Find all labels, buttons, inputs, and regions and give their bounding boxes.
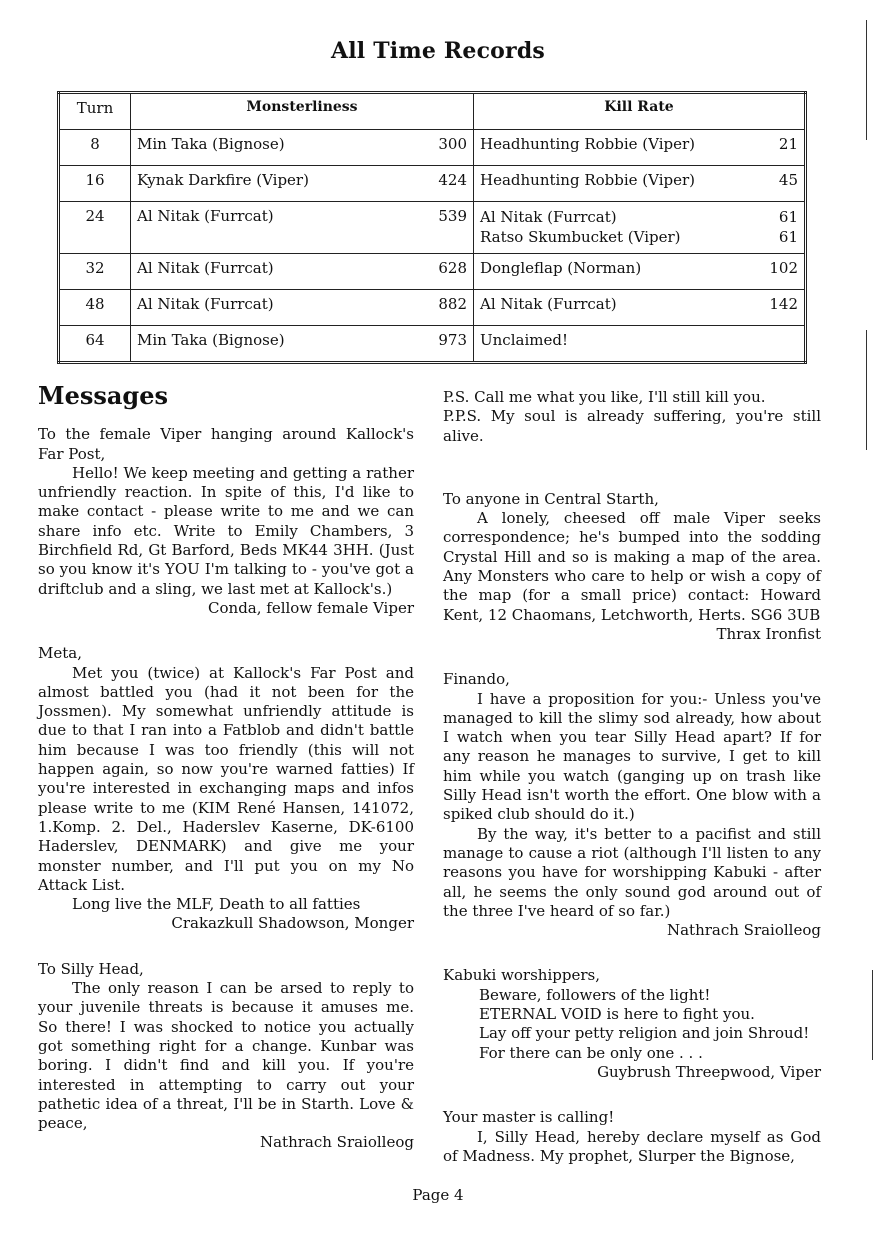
kill-name-cell: Dongleflap (Norman)	[474, 254, 753, 290]
monster-name-cell: Min Taka (Bignose)	[131, 326, 422, 363]
monster-value-cell: 424	[421, 166, 474, 202]
message	[443, 1108, 821, 1166]
table-row	[59, 202, 806, 254]
kill-name-cell: Al Nitak (Furrcat)	[474, 290, 753, 326]
message	[443, 490, 821, 644]
kill-value-cell	[752, 326, 806, 363]
monster-value-cell: 300	[421, 130, 474, 166]
message-intro: To the female Viper hanging around Kallock's Far Post,	[38, 425, 414, 463]
message-intro: Your master is calling!	[443, 1108, 615, 1127]
message-signature: Thrax Ironfist	[716, 624, 821, 643]
message-intro: To anyone in Central Starth,	[443, 489, 659, 508]
message-signature: Nathrach Sraiolleog	[259, 1133, 414, 1152]
message-intro: Kabuki worshippers,	[443, 966, 600, 985]
kill-name-cell	[474, 202, 753, 254]
turn-cell: 32	[59, 254, 131, 290]
kill-value-cell: 102	[752, 254, 806, 290]
message-signature: Conda, fellow female Viper	[208, 598, 414, 617]
table-row	[59, 166, 806, 202]
kill-name-line: Ratso Skumbucket (Viper)	[480, 228, 681, 246]
kill-value-line: 61	[778, 228, 798, 246]
turn-cell: 24	[59, 202, 131, 254]
message-body: The only reason I can be arsed to reply to your juvenile threats is because it amuses me. So there! I was shocked to notice you actually got something right for a change. Kunbar was boring. I didn't find and kill you. If you're interested in attempting to carry out your pathetic idea of a threat, I'll be in Starth. Love & peace,	[38, 979, 414, 1133]
table-row	[59, 290, 806, 326]
monster-value-cell: 973	[421, 326, 474, 363]
message-body: Long live the MLF, Death to all fatties	[72, 895, 361, 914]
poem-line: ETERNAL VOID is here to fight you.	[479, 1005, 755, 1024]
monster-value-cell: 628	[421, 254, 474, 290]
message-signature: Nathrach Sraiolleog	[666, 921, 821, 940]
message	[443, 670, 821, 940]
message-body: By the way, it's better to a pacifist and still manage to cause a riot (although I'll listen to any reasons you have for worshipping Kabuki - after all, he seems the only sound god around out of the three I've heard of so far.)	[443, 824, 821, 920]
header-turn: Turn	[59, 93, 131, 130]
monster-name-cell: Min Taka (Bignose)	[131, 130, 422, 166]
kill-name-cell: Headhunting Robbie (Viper)	[474, 166, 753, 202]
kill-value-cell: 142	[752, 290, 806, 326]
poem-line: For there can be only one . . .	[479, 1043, 703, 1062]
message-body: A lonely, cheesed off male Viper seeks correspondence; he's bumped into the sodding Crystal Hill and so is making a map of the area. Any Monsters who care to help or wish a copy of the map (for a small price) contact: Howard Kent, 12 Chaomans, Letchworth, Herts. SG6 3UB	[443, 509, 821, 624]
monster-name-cell: Kynak Darkfire (Viper)	[131, 166, 422, 202]
message-intro: To Silly Head,	[38, 959, 144, 978]
monster-name-cell: Al Nitak (Furrcat)	[131, 202, 422, 254]
right-column	[443, 388, 821, 1166]
table-row	[59, 326, 806, 363]
header-monsterliness: Monsterliness	[131, 93, 474, 130]
turn-cell: 8	[59, 130, 131, 166]
table-row	[59, 254, 806, 290]
left-column	[38, 380, 414, 1153]
monster-name-cell: Al Nitak (Furrcat)	[131, 254, 422, 290]
messages-heading: Messages	[38, 381, 168, 410]
page-title: All Time Records	[330, 38, 545, 64]
message-body: I have a proposition for you:- Unless you've managed to kill the slimy sod already, how about I watch when you tear Silly Head apart? If for any reason he manages to survive, I get to kill him while you watch (ganging up on trash like Silly Head isn't worth the effort. One blow with a spiked club should do it.)	[443, 689, 821, 824]
message-body: I, Silly Head, hereby declare myself as God of Madness. My prophet, Slurper the Bignose,	[443, 1127, 821, 1165]
message	[38, 960, 414, 1153]
message-signature: Crakazkull Shadowson, Monger	[171, 914, 414, 933]
kill-value-cell	[752, 202, 806, 254]
message	[38, 644, 414, 933]
turn-cell: 16	[59, 166, 131, 202]
message-body: Met you (twice) at Kallock's Far Post and almost battled you (had it not been for the Jossmen). My somewhat unfriendly attitude is due to that I ran into a Fatblob and didn't battle him because I was too friendly (this will not happen again, so now you're warned fatties) If you're interested in exchanging maps and infos please write to me (KIM René Hansen, 141072, 1.Komp. 2. Del., Haderslev Kaserne, DK-6100 Haderslev, DENMARK) and give me your monster number, and I'll put you on my No Attack List.	[38, 663, 414, 894]
margin-line	[866, 20, 867, 140]
poem-line: Lay off your petty religion and join Shroud!	[479, 1024, 810, 1043]
message-body: Hello! We keep meeting and getting a rather unfriendly reaction. In spite of this, I'd like to make contact - please write to me and we can share info etc. Write to Emily Chambers, 3 Birchfield Rd, Gt Barford, Beds MK44 3HH. (Just so you know it's YOU I'm talking to - you've got a driftclub and a sling, we last met at Kallock's.)	[38, 463, 414, 598]
turn-cell: 64	[59, 326, 131, 363]
postscript: P.P.S. My soul is already suffering, you're still alive.	[443, 407, 821, 445]
table-header-row	[59, 93, 806, 130]
kill-value-cell: 21	[752, 130, 806, 166]
kill-value-line: 61	[778, 208, 798, 226]
message-signature: Guybrush Threepwood, Viper	[597, 1062, 821, 1081]
table-row	[59, 130, 806, 166]
kill-value-cell: 45	[752, 166, 806, 202]
margin-line	[872, 970, 873, 1060]
message	[443, 966, 821, 1082]
monster-value-cell: 882	[421, 290, 474, 326]
kill-name-line: Al Nitak (Furrcat)	[480, 208, 617, 226]
turn-cell: 48	[59, 290, 131, 326]
kill-name-cell: Headhunting Robbie (Viper)	[474, 130, 753, 166]
page-number: Page 4	[412, 1186, 464, 1204]
message	[38, 425, 414, 618]
header-kill-rate: Kill Rate	[474, 93, 806, 130]
message-intro: Finando,	[443, 670, 510, 689]
monster-name-cell: Al Nitak (Furrcat)	[131, 290, 422, 326]
poem-line: Beware, followers of the light!	[479, 985, 711, 1004]
message-intro: Meta,	[38, 644, 82, 663]
records-table	[57, 91, 807, 364]
margin-line	[866, 330, 867, 450]
kill-name-cell: Unclaimed!	[474, 326, 753, 363]
monster-value-cell: 539	[421, 202, 474, 254]
postscript: P.S. Call me what you like, I'll still kill you.	[443, 388, 766, 406]
